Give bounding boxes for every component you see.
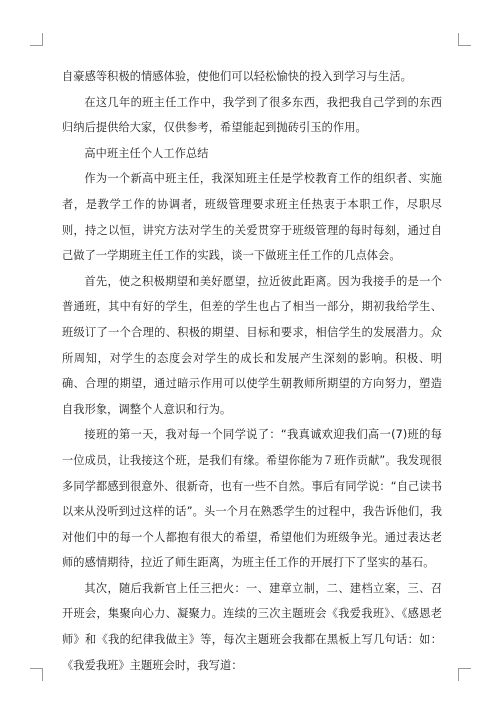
crop-mark-top-left <box>30 33 43 46</box>
document-body <box>62 64 442 678</box>
section-title: 高中班主任个人工作总结 <box>84 146 209 160</box>
paragraph-second: 其次，随后我新官上任三把火：一、建章立制，二、建档立案，三、召开班会，集聚向心力、凝聚力。连续的三次主题班会《我爱我班》、《感恩老师》和《我的纪律我做主》等，每次主题班会我都在黑板上写几句话：如：《我爱我班》主题班会时，我写道： <box>62 581 442 672</box>
crop-mark-bottom-left <box>30 668 43 681</box>
paragraph-first: 首先，使之积极期望和美好愿望，拉近彼此距离。因为我接手的是一个普通班，其中有好的学生，但差的学生也占了相当一部分，期初我给学生、班级订了一个合理的、积极的期望、目标和要求，相信学生的发展潜力。众所周知，对学生的态度会对学生的成长和发展产生深刻的影响。积极、明确、合理的期望，通过暗示作用可以使学生朝教师所期望的方向努力，塑造自我形象，调整个人意识和行为。 <box>62 274 442 416</box>
paragraph-role: 作为一个新高中班主任，我深知班主任是学校教育工作的组织者、实施者，是教学工作的协调者，班级管理要求班主任热衷于本职工作，尽职尽则，持之以恒，讲究方法对学生的关爱贯穿于班级管理的每时每刻，通过自己做了一学期班主任工作的实践，谈一下做班主任工作的几点体会。 <box>62 172 442 263</box>
paragraph-intro: 在这几年的班主任工作中，我学到了很多东西，我把我自己学到的东西归纳后提供给大家，仅供参考，希望能起到抛砖引玉的作用。 <box>62 95 442 135</box>
crop-mark-top-right <box>458 33 471 46</box>
paragraph-continuation: 自豪感等积极的情感体验，使他们可以轻松愉快的投入到学习与生活。 <box>62 70 412 83</box>
crop-mark-bottom-right <box>458 668 471 681</box>
paragraph-first-day: 接班的第一天，我对每一个同学说了：“我真诚欢迎我们高一(7)班的每一位成员，让我接这个班，是我们有缘。希望你能为７班作贡献”。我发现很多同学都感到很意外、很新奇，也有一些不自然。事后有同学说：“自己读书以来从没听到过这样的话”。头一个月在熟悉学生的过程中，我告诉他们，我对他们中的每一个人都抱有很大的希望，希望他们为班级争光。通过表达老师的感情期待，拉近了师生距离，为班主任工作的开展打下了坚实的基石。 <box>62 428 442 570</box>
